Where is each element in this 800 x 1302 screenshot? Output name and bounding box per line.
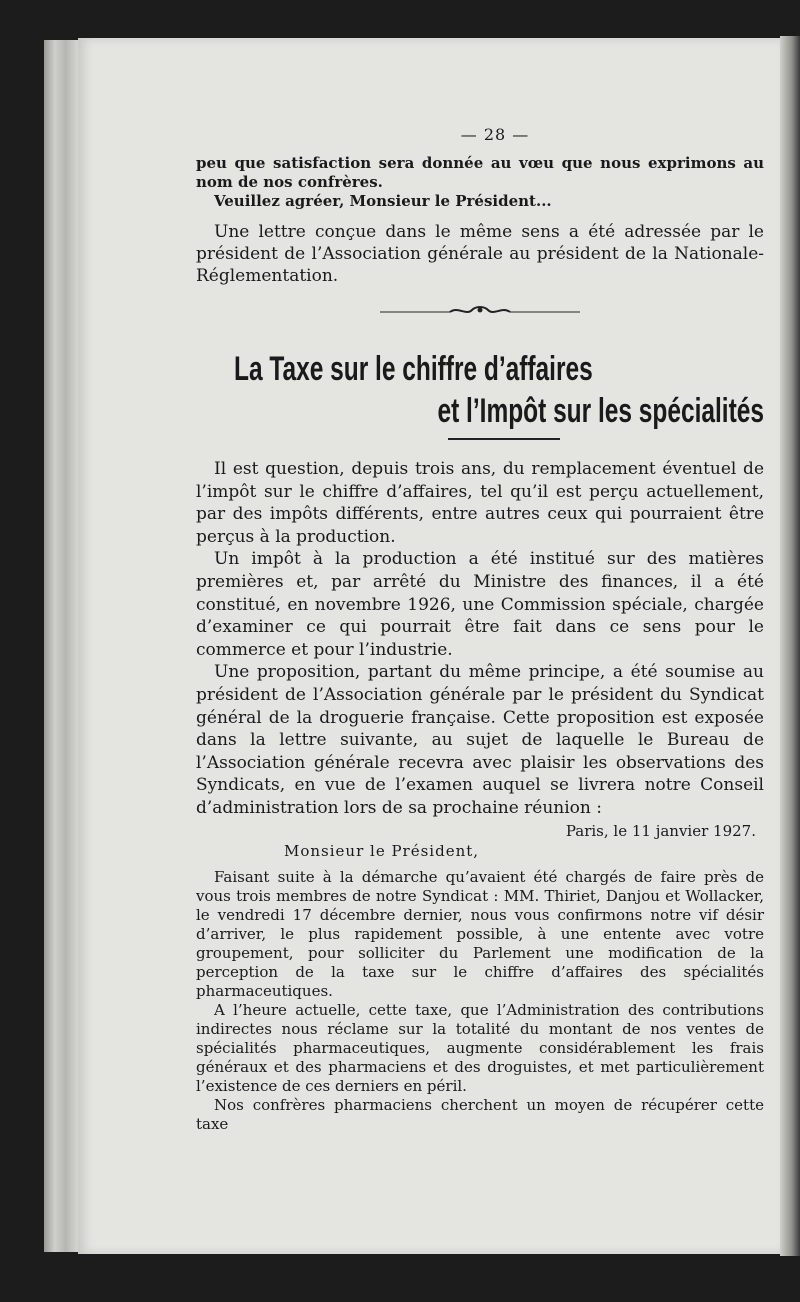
body-paragraph: Une proposition, partant du même principe, a été soumise au président de l’Association générale par le président du Syndicat général de la droguerie française. Cette proposition est exposée dans la lettre suivante, au sujet de laquelle le Bureau de l’Association générale recevra avec plaisir les observations des Syndicats, en vue de l’examen auquel se livrera notre Conseil d’administration lors de sa prochaine réunion : [196, 662, 764, 818]
note-paragraph: Une lettre conçue dans le même sens a été adressée par le président de l’Association générale au président de la Nationale-Réglementation. [196, 222, 764, 286]
section-title-line1: La Taxe sur le chiffre d’affaires [234, 350, 593, 388]
intro-closing: Veuillez agréer, Monsieur le Président... [214, 192, 552, 210]
letter-paragraph: Faisant suite à la démarche qu’avaient été chargés de faire près de vous trois membres de notre Syndicat : MM. Thiriet, Danjou et Wollacker, le vendredi 17 décembre dernier, nous vous confirmons notre vif désir d’arriver, le plus rapidement possible, à une entente avec votre groupement, pour solliciter du Parlement une modification de la perception de la taxe sur le chiffre d’affaires des spécialités pharmaceutiques. [196, 867, 764, 1000]
body-paragraph: Un impôt à la production a été institué sur des matières premières et, par arrêté du Ministre des finances, il a été constitué, en novembre 1926, une Commission spéciale, chargée d’examiner ce qui pourrait être fait dans ce sens pour le commerce et pour l’industrie. [196, 549, 764, 660]
section-title-line2: et l’Impôt sur les spécialités [437, 392, 764, 430]
page-content [196, 125, 764, 1134]
ornament-divider [196, 303, 764, 322]
book-spine [44, 40, 80, 1252]
letter-salutation: Monsieur le Président, [284, 841, 480, 860]
page-number: — 28 — [460, 125, 530, 144]
intro-line: peu que satisfaction sera donnée au vœu que nous exprimons au nom de nos confrères. [196, 154, 764, 191]
letter-paragraph: A l’heure actuelle, cette taxe, que l’Administration des contributions indirectes nous réclame sur la totalité du montant de nos ventes de spécialités pharmaceutiques, augmente considérablement les frais généraux et des pharmaciens et des droguistes, et met particulièrement l’existence de ces derniers en péril. [196, 1000, 764, 1095]
body-paragraph: Il est question, depuis trois ans, du remplacement éventuel de l’impôt sur le chiffre d’affaires, tel qu’il est perçu actuellement, par des impôts différents, entre autres ceux qui pourraient être perçus à la production. [196, 459, 764, 547]
title-underline [448, 438, 560, 440]
page-edge [780, 36, 800, 1256]
letter-paragraph: Nos confrères pharmaciens cherchent un moyen de récupérer cette taxe [196, 1095, 764, 1133]
letter-date: Paris, le 11 janvier 1927. [565, 821, 756, 840]
